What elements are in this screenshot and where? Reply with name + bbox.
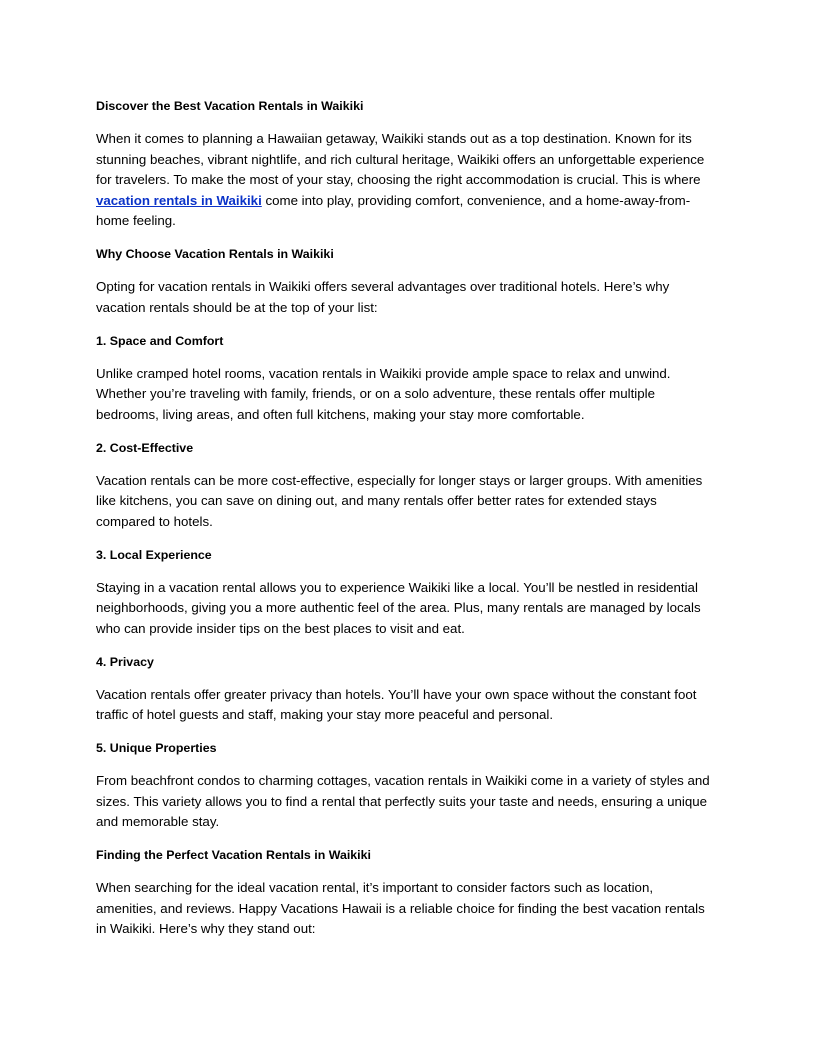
section-paragraph: [96, 471, 720, 533]
intro-line-with-link: [96, 191, 720, 212]
section-line: Vacation rentals offer greater privacy than hotels. You’ll have your own space without the constant foot: [96, 686, 697, 702]
document-page: [96, 96, 720, 952]
why-line: vacation rentals should be at the top of your list:: [96, 299, 378, 315]
section-line: like kitchens, you can save on dining out, and many rentals offer better rates for extended stays: [96, 493, 657, 508]
intro-line: When it comes to planning a Hawaiian getaway, Waikiki stands out as a top destination. Known for its: [96, 131, 692, 146]
section-line: sizes. This variety allows you to find a rental that perfectly suits your taste and needs, ensuring a unique: [96, 793, 708, 809]
section-unique-properties: [96, 738, 720, 833]
section-line: who can provide insider tips on the best places to visit and eat.: [96, 620, 465, 636]
finding-line: When searching for the ideal vacation rental, it’s important to consider factors such as location,: [96, 880, 654, 895]
section-heading: 5. Unique Properties: [96, 741, 217, 755]
section-line: traffic of hotel guests and staff, making your stay more peaceful and personal.: [96, 707, 554, 722]
section-cost-effective: [96, 438, 720, 533]
section-paragraph: [96, 771, 720, 833]
section-heading: 1. Space and Comfort: [96, 333, 224, 348]
finding-line: amenities, and reviews. Happy Vacations Hawaii is a reliable choice for finding the best vacation rentals: [96, 900, 705, 916]
section-line: Unlike cramped hotel rooms, vacation rentals in Waikiki provide ample space to relax and unwind.: [96, 365, 671, 381]
finding-paragraph: [96, 878, 720, 940]
section-heading: 3. Local Experience: [96, 547, 212, 562]
intro-line-after-link: come into play, providing comfort, convenience, and a home-away-from-: [261, 192, 691, 208]
section-paragraph: [96, 685, 720, 726]
document-title: Discover the Best Vacation Rentals in Waikiki: [96, 99, 364, 113]
finding-heading: Finding the Perfect Vacation Rentals in Waikiki: [96, 848, 371, 862]
why-choose-paragraph: [96, 277, 720, 318]
section-line: neighborhoods, giving you a more authentic feel of the area. Plus, many rentals are managed by locals: [96, 600, 701, 615]
why-line: Opting for vacation rentals in Waikiki offers several advantages over traditional hotels. Here’s why: [96, 279, 670, 294]
section-heading: 4. Privacy: [96, 654, 154, 669]
section-privacy: [96, 652, 720, 726]
intro-line: stunning beaches, vibrant nightlife, and rich cultural heritage, Waikiki offers an unforgettable experience: [96, 151, 705, 167]
intro-line: home feeling.: [96, 213, 176, 228]
intro-line: for travelers. To make the most of your stay, choosing the right accommodation is crucial. This is where: [96, 172, 701, 187]
section-line: Staying in a vacation rental allows you to experience Waikiki like a local. You’ll be nestled in residential: [96, 579, 698, 595]
finding-line: in Waikiki. Here’s why they stand out:: [96, 921, 316, 936]
section-line: bedrooms, living areas, and often full kitchens, making your stay more comfortable.: [96, 406, 585, 422]
section-line: compared to hotels.: [96, 513, 213, 529]
section-line: From beachfront condos to charming cottages, vacation rentals in Waikiki come in a variety of styles and: [96, 773, 710, 788]
section-paragraph: [96, 364, 720, 426]
section-heading: 2. Cost-Effective: [96, 440, 194, 455]
section-paragraph: [96, 578, 720, 640]
section-line: Vacation rentals can be more cost-effective, especially for longer stays or larger groups. With amenities: [96, 472, 703, 488]
section-local-experience: [96, 545, 720, 640]
why-choose-heading: Why Choose Vacation Rentals in Waikiki: [96, 247, 334, 261]
vacation-rentals-link[interactable]: vacation rentals in Waikiki: [96, 192, 262, 208]
intro-paragraph: [96, 129, 720, 232]
section-space-comfort: [96, 331, 720, 426]
section-line: and memorable stay.: [96, 814, 220, 829]
section-line: Whether you’re traveling with family, friends, or on a solo adventure, these rentals offer multiple: [96, 386, 655, 401]
